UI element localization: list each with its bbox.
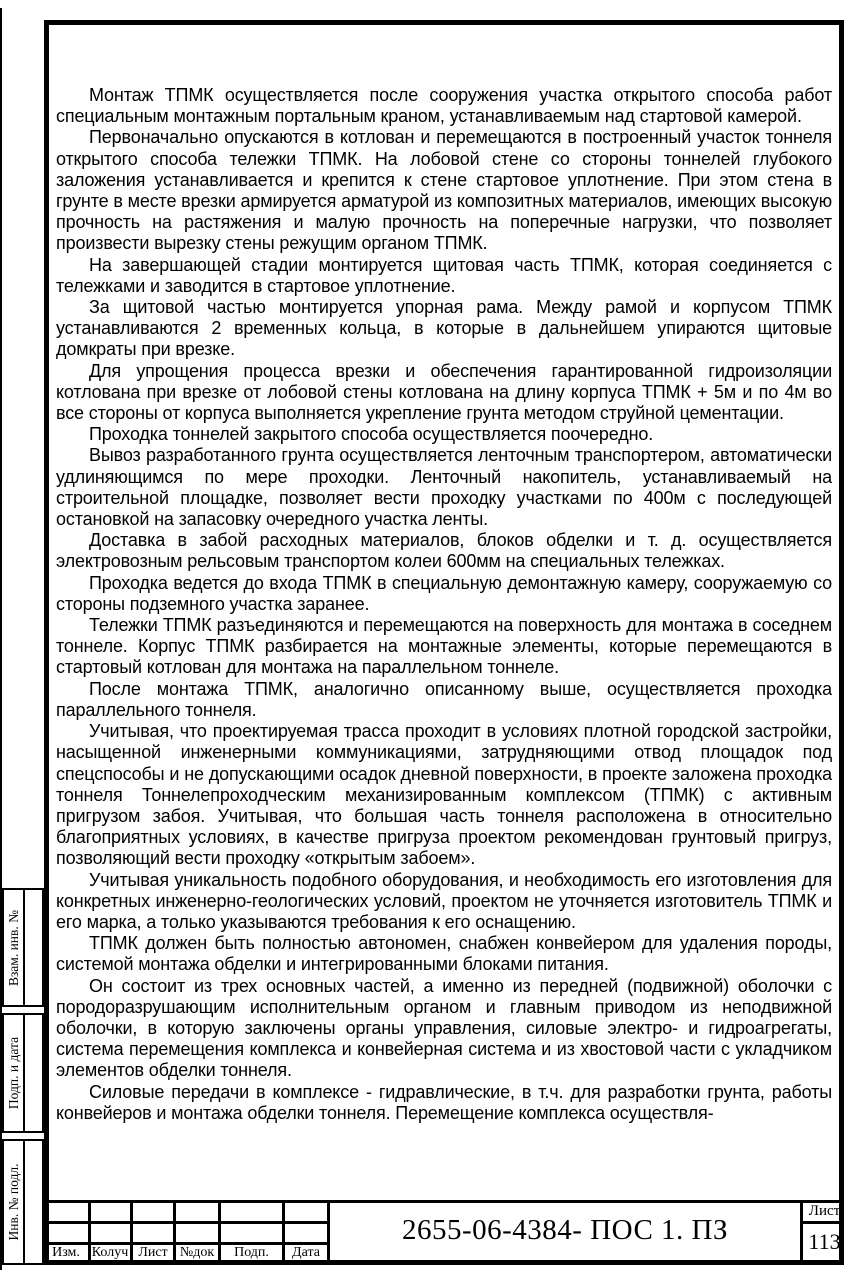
sheet-label: Лист: [808, 1203, 841, 1219]
stamp-box-vzam-inv: [2, 888, 44, 1007]
stamp-label-cell: [4, 890, 25, 1005]
paragraph: Тележки ТПМК разъединяются и перемещаются на поверхность для монтажа в соседнем тоннеле. Корпус ТПМК разбирается на монтажные элементы, которые перемещаются в стартовый котлован для монтажа на параллельном тоннеле.: [56, 615, 832, 678]
paragraph: Проходка ведется до входа ТПМК в специальную демонтажную камеру, сооружаемую со стороны подземного участка заранее.: [56, 572, 832, 614]
stamp-label-cell: [4, 1141, 25, 1263]
stamp-empty-cell: [25, 1015, 42, 1131]
stamp-box-podp-data: [2, 1013, 44, 1133]
paragraph: Монтаж ТПМК осуществляется после сооружения участка открытого способа работ специальным монтажным портальным краном, устанавливаемым над стартовой камерой.: [56, 85, 832, 127]
paragraph: Доставка в забой расходных материалов, блоков обделки и т. д. осуществляется электровозным рельсовым транспортом колеи 600мм на специальных тележках.: [56, 530, 832, 572]
sheet-number: 113: [808, 1229, 841, 1254]
paragraph: Для упрощения процесса врезки и обеспечения гарантированной гидроизоляции котлована при врезке от лобовой стены котлована на длину корпуса ТПМК + 5м и по 4м во все стороны от корпуса выполняется укрепление грунта методом струйной цементации.: [56, 360, 832, 424]
paragraph: Он состоит из трех основных частей, а именно из передней (подвижной) оболочки с породоразрушающим исполнительным органом и главным приводом из неподвижной оболочки, в которую заключены органы управления, силовые электро- и гидроагрегаты, система перемещения комплекса и конвейерная система и из хвостовой части с укладчиком элементов обделки тоннеля.: [56, 975, 832, 1081]
paragraph: За щитовой частью монтируется упорная рама. Между рамой и корпусом ТПМК устанавливаются 2 временных кольца, в которые в дальнейшем упираются щитовые домкраты при врезке.: [56, 297, 832, 360]
paragraph: Проходка тоннелей закрытого способа осуществляется поочередно.: [89, 424, 654, 445]
stamp-box-inv-podl: [2, 1139, 44, 1265]
stamp-empty-cell: [25, 890, 42, 1005]
titleblock-col-izm: Изм.: [52, 1245, 80, 1260]
paragraph: Первоначально опускаются в котлован и перемещаются в построенный участок тоннеля открытого способа тележки ТПМК. На лобовой стене со стороны тоннелей глубокого заложения устанавливается и крепится к стене стартовое уплотнение. При этом стена в грунте в месте врезки армируется арматурой из композитных материалов, имеющих высокую прочность на растяжения и малую прочность на поперечные нагрузки, что позволяет произвести вырезку стены режущим органом ТПМК.: [56, 127, 832, 254]
title-block: [44, 1200, 844, 1262]
stamp-label-text: Взам. инв. №: [5, 909, 21, 986]
titleblock-col-koluch: Колуч: [91, 1245, 129, 1260]
grid-line: [44, 1221, 330, 1224]
titleblock-col-nomdok: №док: [179, 1245, 215, 1260]
titleblock-col-data: Дата: [292, 1245, 320, 1260]
paragraph: ТПМК должен быть полностью автономен, снабжен конвейером для удаления породы, системой монтажа обделки и интегрированными блоками питания.: [56, 933, 832, 975]
paragraph: Учитывая уникальность подобного оборудования, и необходимость его изготовления для конкретных инженерно-геологических условий, проектом не уточняется изготовитель ТПМК и его марка, а только указываются требования к его оснащению.: [56, 869, 832, 932]
stamp-label-text: Подп. и дата: [5, 1036, 21, 1110]
titleblock-col-list: Лист: [138, 1245, 168, 1260]
titleblock-col-podp: Подп.: [234, 1245, 269, 1260]
document-body: [56, 85, 832, 1197]
paragraph: Силовые передачи в комплексе - гидравлические, в т.ч. для разработки грунта, работы конвейеров и монтажа обделки тоннеля. Перемещение комплекса осуществля-: [56, 1081, 832, 1123]
paragraph: Учитывая, что проектируемая трасса проходит в условиях плотной городской застройки, насыщенной инженерными коммуникациями, затрудняющими отвод площадок под спецспособы и не допускающими осадок дневной поверхности, в проекте заложена проходка тоннеля Тоннелепроходческим механизированным комплексом (ТПМК) с активным пригрузом забоя. Учитывая, что большая часть тоннеля расположена в относительно благоприятных условиях, в качестве пригруза проектом рекомендован грунтовый пригруз, позволяющий вести проходку «открытым забоем».: [56, 721, 832, 869]
document-number: 2655-06-4384- ПОС 1. ПЗ: [401, 1214, 729, 1246]
paragraph: После монтажа ТПМК, аналогично описанному выше, осуществляется проходка параллельного тоннеля.: [56, 678, 832, 720]
paragraph: На завершающей стадии монтируется щитовая часть ТПМК, которая соединяется с тележками и заводится в стартовое уплотнение.: [56, 254, 832, 296]
grid-line: [800, 1200, 803, 1260]
stamp-empty-cell: [25, 1141, 42, 1263]
paragraph: Вывоз разработанного грунта осуществляется ленточным транспортером, автоматически удлиняющимся по мере проходки. Ленточный накопитель, устанавливаемый на строительной площадке, позволяет вести проходку участками по 400м с последующей остановкой на запасовку очередного участка ленты.: [56, 445, 832, 530]
stamp-label-text: Инв. № подл.: [5, 1163, 21, 1241]
stamp-label-cell: [4, 1015, 25, 1131]
